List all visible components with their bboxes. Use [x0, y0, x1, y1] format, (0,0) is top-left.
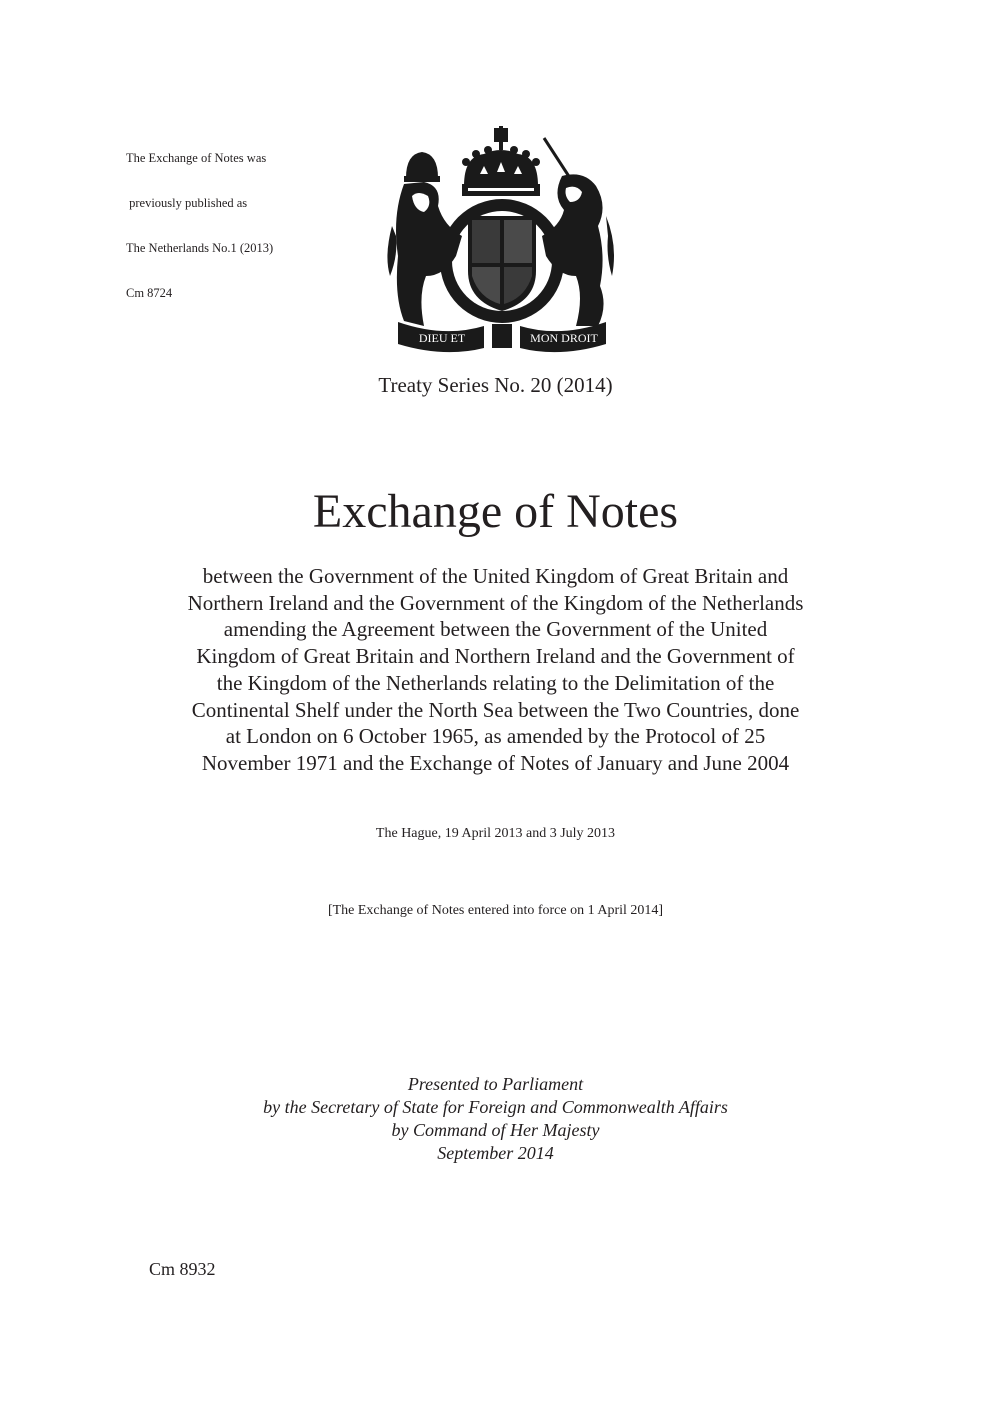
description-line: Continental Shelf under the North Sea between the Two Countries, done	[191, 697, 800, 722]
treaty-series-number: Treaty Series No. 20 (2014)	[378, 373, 613, 397]
description-line: Kingdom of Great Britain and Northern Ireland and the Government of	[196, 644, 795, 669]
treaty-description	[0, 563, 991, 777]
previous-publication-line: The Exchange of Notes was	[126, 151, 267, 165]
page-title: Exchange of Notes	[312, 485, 679, 538]
presentation-line: September 2014	[437, 1143, 554, 1163]
command-paper-number: Cm 8932	[149, 1259, 216, 1279]
motto-left: DIEU ET	[418, 331, 466, 345]
presentation-line: Presented to Parliament	[407, 1074, 584, 1094]
description-line: Northern Ireland and the Government of the Kingdom of the Netherlands	[187, 590, 804, 615]
previous-publication-note	[126, 121, 273, 316]
previous-publication-line: Cm 8724	[126, 286, 173, 300]
description-line: between the Government of the United Kingdom of Great Britain and	[202, 564, 789, 588]
place-and-date: The Hague, 19 April 2013 and 3 July 2013	[375, 826, 616, 841]
description-line: amending the Agreement between the Government of the United	[223, 617, 768, 642]
entry-into-force-note: [The Exchange of Notes entered into force on 1 April 2014]	[327, 903, 664, 918]
royal-coat-of-arms-icon	[384, 126, 620, 356]
description-line: November 1971 and the Exchange of Notes of January and June 2004	[201, 750, 790, 775]
description-line: the Kingdom of the Netherlands relating to the Delimitation of the	[216, 670, 775, 695]
presentation-line: by Command of Her Majesty	[391, 1120, 600, 1140]
description-line: at London on 6 October 1965, as amended by the Protocol of 25	[225, 724, 766, 749]
motto-right: MON DROIT	[530, 331, 598, 345]
previous-publication-line: The Netherlands No.1 (2013)	[126, 241, 274, 255]
presentation-line: by the Secretary of State for Foreign and Commonwealth Affairs	[263, 1097, 728, 1117]
previous-publication-line: previously published as	[126, 196, 248, 210]
presentation-statement	[0, 1073, 991, 1165]
